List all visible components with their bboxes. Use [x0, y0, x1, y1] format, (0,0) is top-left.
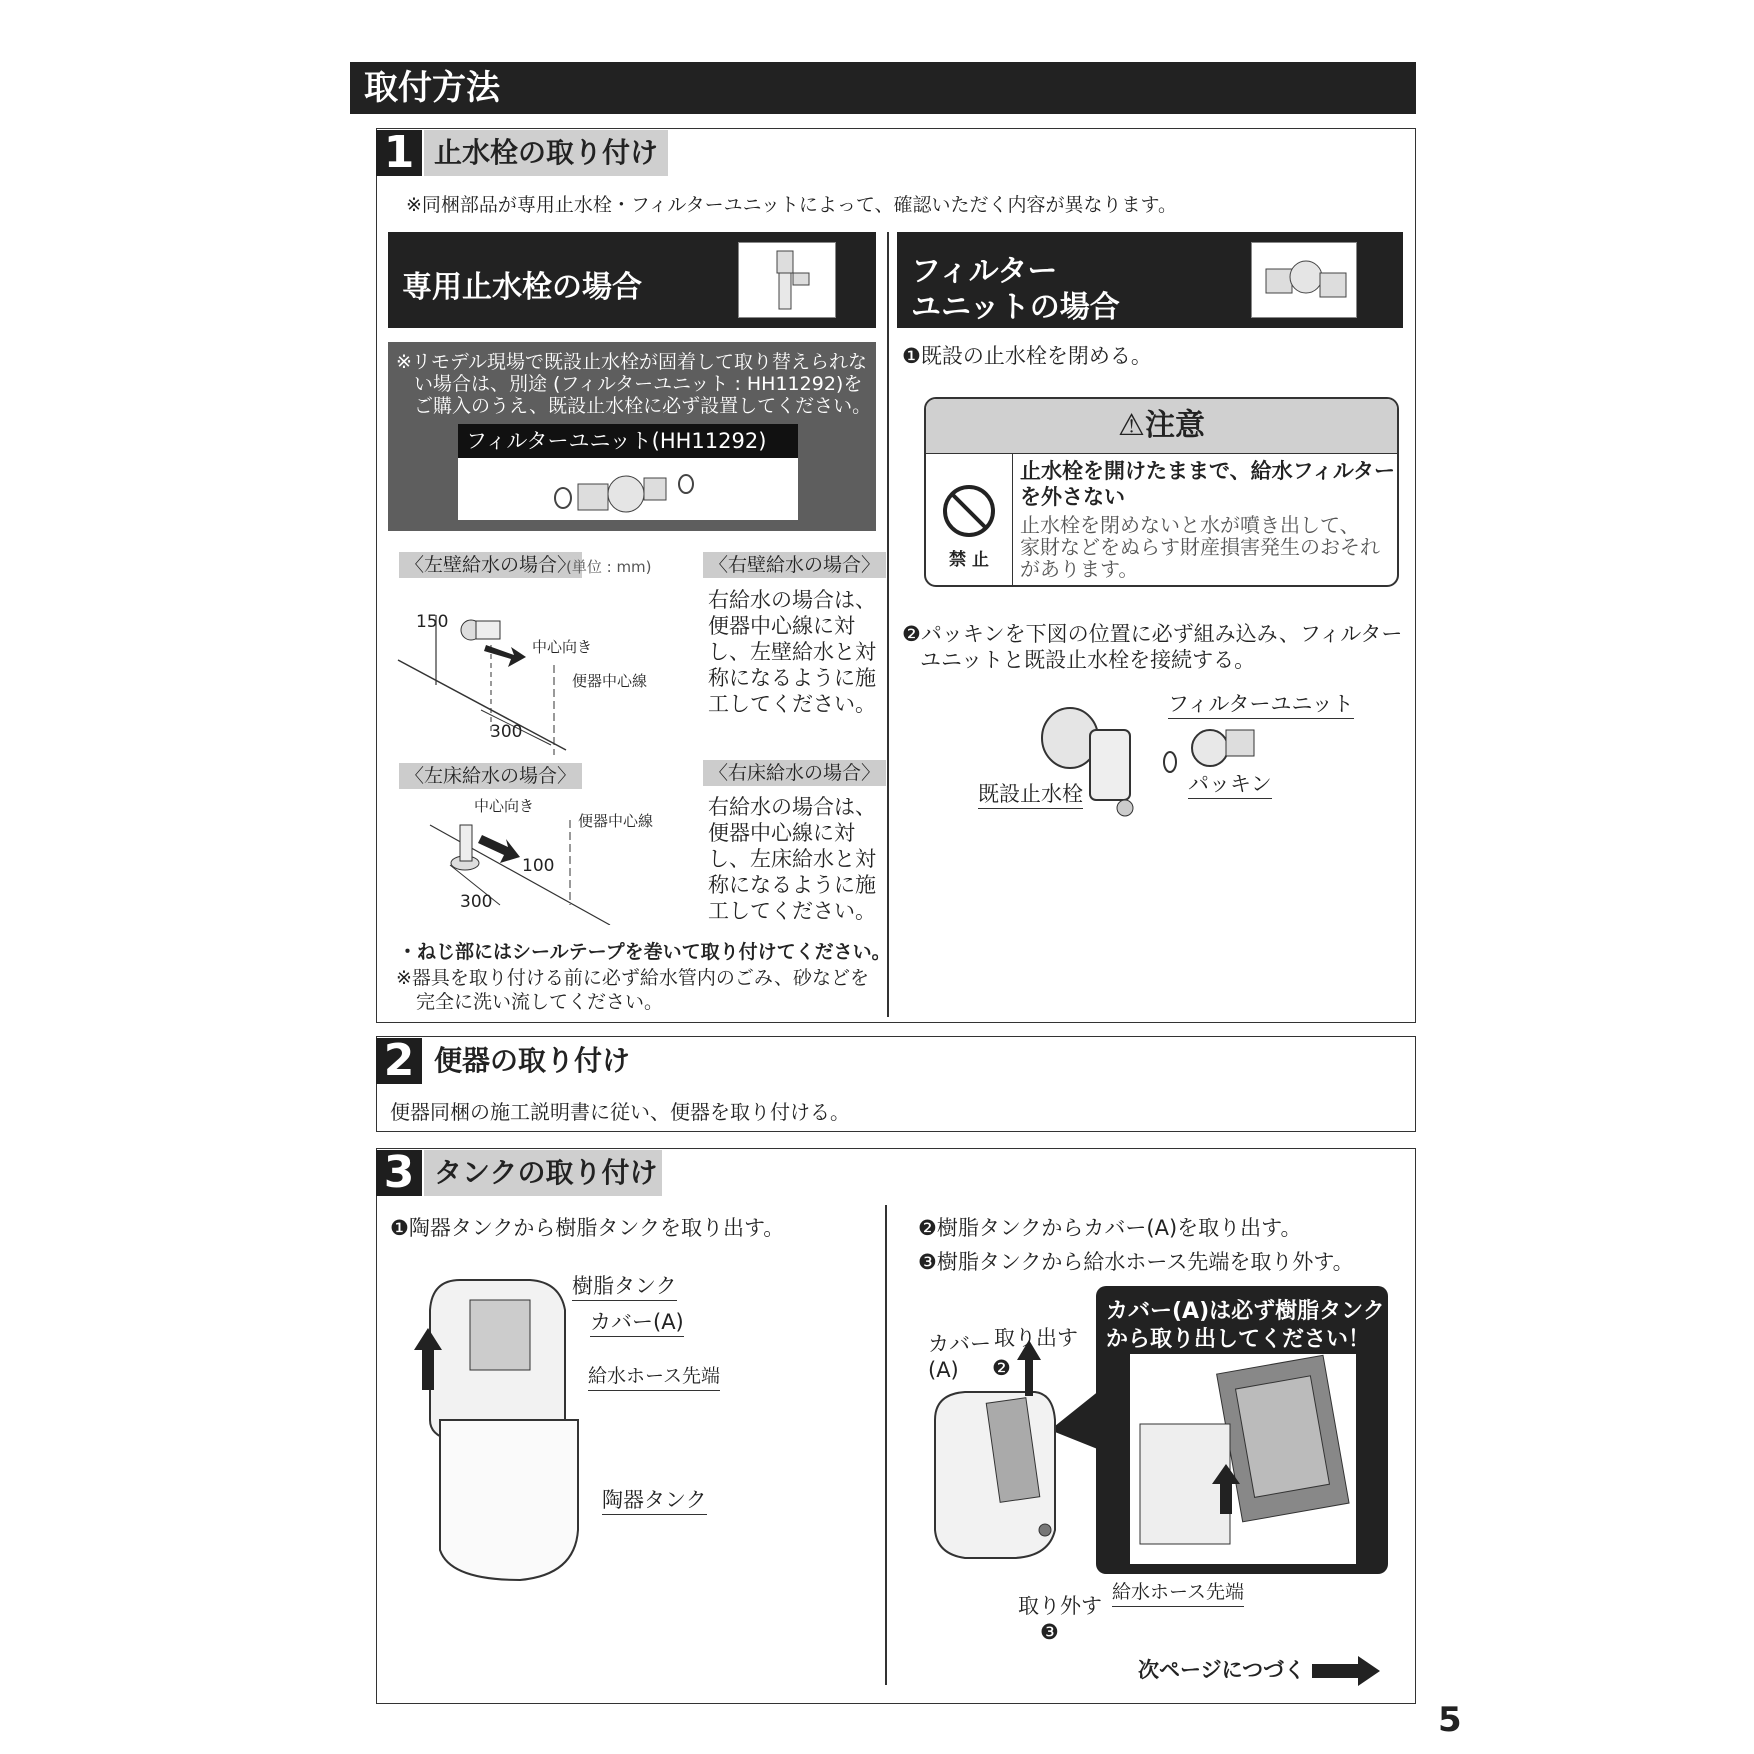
center-direction-arrow — [484, 645, 526, 667]
step3-sub3: ❸樹脂タンクから給水ホース先端を取り外す。 — [918, 1250, 1354, 1274]
label-num-2: ❷ — [992, 1356, 1011, 1380]
caution-text-2: 家財などをぬらす財産損害発生のおそれ — [1020, 535, 1380, 559]
caution-header — [926, 399, 1397, 454]
left-floor-tag: 〈左床給水の場合〉 — [399, 763, 582, 789]
next-page-label: 次ページにつづく — [1138, 1658, 1306, 1682]
filter-unit-header-icon — [1252, 243, 1358, 319]
right-floor-text-4: 称になるように施 — [708, 873, 876, 897]
right-wall-text-4: 称になるように施 — [708, 666, 876, 690]
floor-centerline: 便器中心線 — [578, 812, 654, 830]
remodel-note-line3: ご購入のうえ、既設止水栓に必ず設置してください。 — [414, 395, 872, 417]
column-divider-2 — [885, 1205, 887, 1685]
step1-title: 止水栓の取り付け — [424, 130, 668, 176]
caution-text-1: 止水栓を閉めないと水が噴き出して、 — [1020, 513, 1360, 537]
filter-unit-fig-icon — [1192, 730, 1228, 766]
dedicated-valve-title: 専用止水栓の場合 — [402, 270, 642, 305]
caution-bold-2: を外さない — [1020, 485, 1125, 509]
right-wall-text-1: 右給水の場合は、 — [708, 588, 876, 612]
label-remove: 取り外す — [1018, 1594, 1102, 1618]
seal-tape-note: ・ねじ部にはシールテープを巻いて取り付けてください。 — [398, 941, 891, 963]
caution-title: 注意 — [1144, 408, 1205, 443]
filter-unit-icon — [458, 458, 798, 520]
step1-note: ※同梱部品が専用止水栓・フィルターユニットによって、確認いただく内容が異なります。 — [406, 194, 1177, 216]
ceramic-tank-icon — [440, 1420, 578, 1580]
wall-floor-line — [398, 660, 566, 750]
callout-text-1: カバー(A)は必ず樹脂タンク — [1106, 1299, 1385, 1324]
flush-note-1: ※器具を取り付ける前に必ず給水管内のごみ、砂などを — [396, 967, 870, 989]
remodel-note-box — [388, 342, 876, 531]
callout-text-2: から取り出してください！ — [1106, 1327, 1371, 1352]
filter-unit-title-2: ユニットの場合 — [911, 290, 1120, 325]
floor-dim-300: 300 — [460, 892, 493, 912]
prohibit-icon — [926, 471, 1012, 551]
floor-direction-arrow — [478, 835, 520, 863]
dedicated-valve-header — [388, 232, 876, 328]
label-take-out: 取り出す — [994, 1326, 1078, 1350]
right-floor-text-5: 工してください。 — [708, 899, 876, 923]
remodel-note-line1: ※リモデル現場で既設止水栓が固着して取り替えられな — [396, 351, 867, 373]
filter-unit-header-image — [1251, 242, 1357, 318]
floor-dim-100: 100 — [522, 856, 555, 876]
prohibit-cell — [926, 453, 1013, 587]
valve-icon — [739, 243, 837, 319]
filter-unit-header — [897, 232, 1403, 328]
step3-sub2: ❷樹脂タンクからカバー(A)を取り出す。 — [918, 1216, 1302, 1240]
right-floor-text-2: 便器中心線に対 — [708, 821, 855, 845]
right-floor-tag: 〈右床給水の場合〉 — [703, 760, 886, 786]
fig-packing-label: パッキン — [1188, 770, 1272, 799]
wall-dim-150: 150 — [416, 612, 449, 632]
left-wall-tag: 〈左壁給水の場合〉 — [399, 552, 582, 578]
warning-triangle-icon: ⚠ — [1118, 408, 1145, 443]
wall-center-dir: 中心向き — [532, 638, 593, 656]
unit-note: (単位 : mm) — [566, 558, 652, 576]
label-cover-2: (A) — [928, 1358, 959, 1382]
label-num-3: ❸ — [1040, 1620, 1059, 1644]
right-wall-text-3: し、左壁給水と対 — [708, 640, 876, 664]
fig-existing-valve-label: 既設止水栓 — [978, 780, 1083, 809]
floor-center-dir: 中心向き — [474, 797, 535, 815]
small-tank-diagram — [925, 1380, 1065, 1570]
right-wall-tag: 〈右壁給水の場合〉 — [703, 552, 886, 578]
callout-photo — [1130, 1354, 1356, 1564]
right-floor-text-1: 右給水の場合は、 — [708, 795, 876, 819]
filter-step-1: ❶既設の止水栓を閉める。 — [902, 344, 1152, 368]
caution-bold-1: 止水栓を開けたままで、給水フィルター — [1020, 459, 1396, 483]
prohibit-label: 禁 止 — [949, 550, 989, 570]
label-ceramic-tank: 陶器タンク — [602, 1486, 707, 1515]
fig-filter-unit-label: フィルターユニット — [1168, 690, 1354, 719]
step2-number: 2 — [376, 1038, 422, 1084]
page-number: 5 — [1438, 1700, 1462, 1740]
caution-text-3: があります。 — [1020, 557, 1139, 581]
flush-note-2: 完全に洗い流してください。 — [416, 991, 664, 1013]
filter-unit-image — [458, 458, 798, 520]
tank-diagram — [410, 1270, 590, 1590]
page-header: 取付方法 — [350, 62, 1416, 114]
cover-removal-photo-icon — [1130, 1354, 1356, 1564]
caution-box — [924, 397, 1399, 587]
label-hose-tip-2: 給水ホース先端 — [1112, 1578, 1244, 1607]
filter-unit-title-1: フィルター — [911, 254, 1058, 289]
next-page-arrow-icon — [1312, 1656, 1382, 1686]
step2-title: 便器の取り付け — [434, 1044, 631, 1077]
label-cover-a: カバー(A) — [590, 1308, 684, 1337]
step3-title: タンクの取り付け — [424, 1150, 662, 1196]
label-cover-1: カバー — [928, 1332, 991, 1356]
right-floor-text-3: し、左床給水と対 — [708, 847, 876, 871]
packing-icon — [1164, 752, 1176, 772]
step3-number: 3 — [376, 1150, 422, 1196]
filter-step-2-line2: ユニットと既設止水栓を接続する。 — [920, 648, 1256, 672]
remodel-note-line2: い場合は、別途 (フィルターユニット : HH11292)を — [414, 373, 863, 395]
right-wall-text-2: 便器中心線に対 — [708, 614, 855, 638]
filter-step-2-line1: ❷パッキンを下図の位置に必ず組み込み、フィルター — [902, 622, 1403, 646]
filter-unit-label: フィルターユニット(HH11292) — [458, 424, 798, 458]
column-divider-1 — [887, 232, 889, 1017]
step1-number: 1 — [376, 130, 422, 176]
step3-sub1: ❶陶器タンクから樹脂タンクを取り出す。 — [390, 1216, 785, 1240]
label-resin-tank: 樹脂タンク — [572, 1272, 677, 1301]
dedicated-valve-image — [738, 242, 836, 318]
wall-centerline: 便器中心線 — [572, 672, 648, 690]
right-wall-text-5: 工してください。 — [708, 692, 876, 716]
wall-dim-300: 300 — [490, 722, 523, 742]
step2-text: 便器同梱の施工説明書に従い、便器を取り付ける。 — [390, 1100, 850, 1124]
callout-box — [1096, 1286, 1388, 1574]
label-hose-tip: 給水ホース先端 — [588, 1362, 720, 1391]
